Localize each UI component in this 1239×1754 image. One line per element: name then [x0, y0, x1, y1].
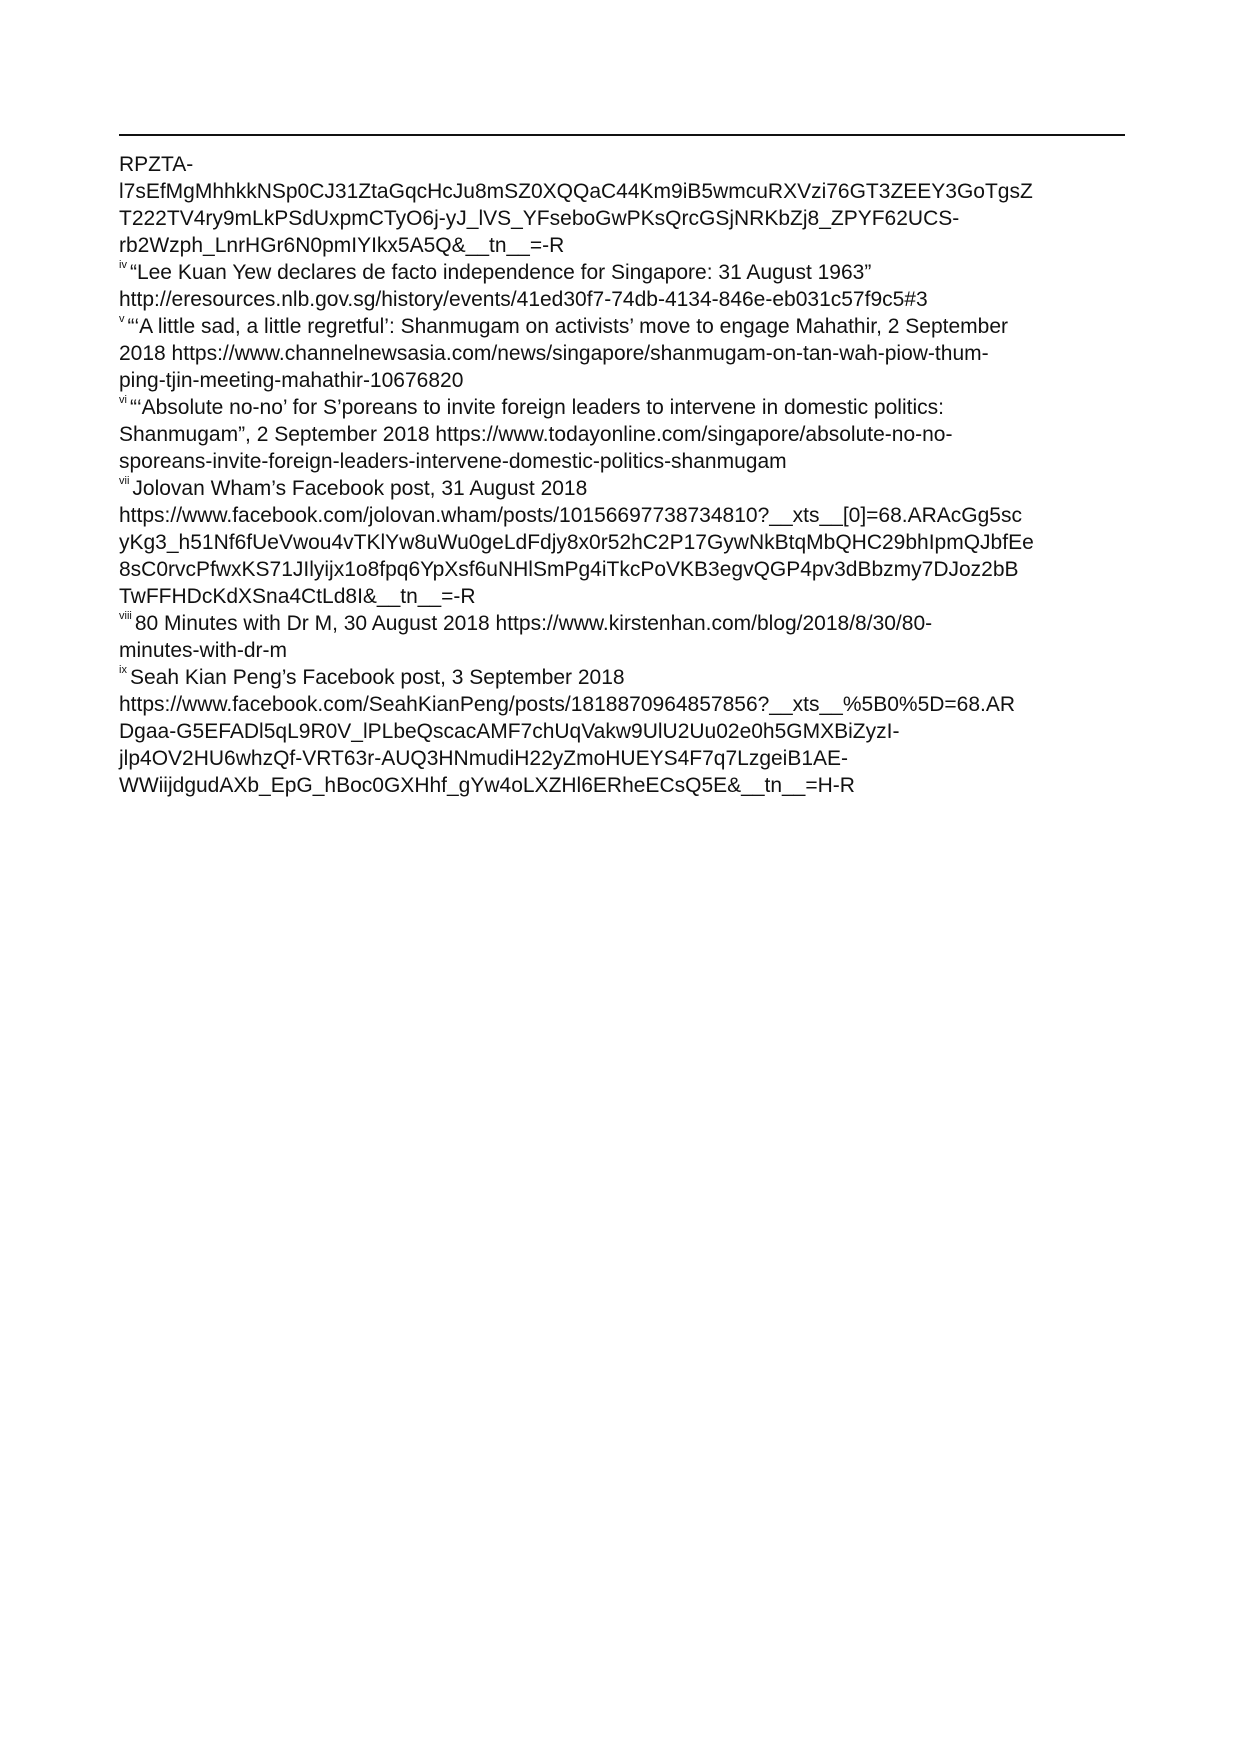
note-marker: vii	[119, 475, 130, 487]
note-line: Shanmugam”, 2 September 2018 https://www.todayonline.com/singapore/absolute-no-no-	[119, 423, 953, 446]
note-line: https://www.facebook.com/jolovan.wham/posts/10156697738734810?__xts__[0]=68.ARAcGg5sc	[119, 504, 1022, 527]
note-marker: viii	[119, 610, 132, 622]
note-line: Dgaa-G5EFADl5qL9R0V_lPLbeQscacAMF7chUqVakw9UlU2Uu02e0h5GMXBiZyzI-	[119, 720, 900, 743]
footnote-separator-rule	[119, 134, 1125, 136]
note-line: $^{ix}$ Seah Kian Peng’s Facebook post, 3 September 2018	[119, 664, 625, 689]
note-line: rb2Wzph_LnrHGr6N0pmIYIkx5A5Q&__tn__=-R	[119, 234, 565, 257]
note-line: $^{vi}$ “‘Absolute no-no’ for S’poreans to invite foreign leaders to intervene in domestic politics:	[119, 394, 944, 419]
note-line: yKg3_h51Nf6fUeVwou4vTKlYw8uWu0geLdFdjy8x0r52hC2P17GywNkBtqMbQHC29bhIpmQJbfEe	[119, 531, 1034, 554]
note-line: https://www.facebook.com/SeahKianPeng/posts/1818870964857856?__xts__%5B0%5D=68.AR	[119, 693, 1016, 716]
note-line: sporeans-invite-foreign-leaders-intervene-domestic-politics-shanmugam	[119, 450, 787, 473]
note-line: $^{viii}$ 80 Minutes with Dr M, 30 August 2018 https://www.kirstenhan.com/blog/2018/8/30/80-	[119, 610, 933, 635]
note-line: WWiijdgudAXb_EpG_hBoc0GXHhf_gYw4oLXZHl6ERheECsQ5E&__tn__=H-R	[119, 774, 855, 797]
note-line: RPZTA-	[119, 153, 194, 176]
note-line: l7sEfMgMhhkkNSp0CJ31ZtaGqcHcJu8mSZ0XQQaC44Km9iB5wmcuRXVzi76GT3ZEEY3GoTgsZ	[119, 180, 1033, 203]
note-line: TwFFHDcKdXSna4CtLd8I&__tn__=-R	[119, 585, 476, 608]
note-line: jlp4OV2HU6whzQf-VRT63r-AUQ3HNmudiH22yZmoHUEYS4F7q7LzgeiB1AE-	[119, 747, 849, 770]
note-line: $^{vii}$ Jolovan Wham’s Facebook post, 31 August 2018	[119, 475, 588, 500]
note-line: http://eresources.nlb.gov.sg/history/events/41ed30f7-74db-4134-846e-eb031c57f9c5#3	[119, 288, 928, 311]
note-line: 8sC0rvcPfwxKS71JIlyijx1o8fpq6YpXsf6uNHlSmPg4iTkcPoVKB3egvQGP4pv3dBbzmy7DJoz2bB	[119, 558, 1019, 581]
note-line: T222TV4ry9mLkPSdUxpmCTyO6j-yJ_lVS_YFseboGwPKsQrcGSjNRKbZj8_ZPYF62UCS-	[119, 207, 960, 230]
note-line: ping-tjin-meeting-mahathir-10676820	[119, 369, 464, 392]
note-line: $^{iv}$ “Lee Kuan Yew declares de facto independence for Singapore: 31 August 1963”	[119, 259, 872, 284]
note-marker: iv	[119, 259, 127, 271]
note-line: $^v$ “‘A little sad, a little regretful’: Shanmugam on activists’ move to engage Mahathir, 2 September	[119, 313, 1009, 338]
endnotes-block	[119, 151, 1129, 799]
note-line: 2018 https://www.channelnewsasia.com/news/singapore/shanmugam-on-tan-wah-piow-thum-	[119, 342, 989, 365]
note-marker: vi	[119, 394, 127, 406]
note-line: minutes-with-dr-m	[119, 639, 288, 662]
note-marker: v	[119, 313, 125, 325]
note-marker: ix	[119, 664, 127, 676]
